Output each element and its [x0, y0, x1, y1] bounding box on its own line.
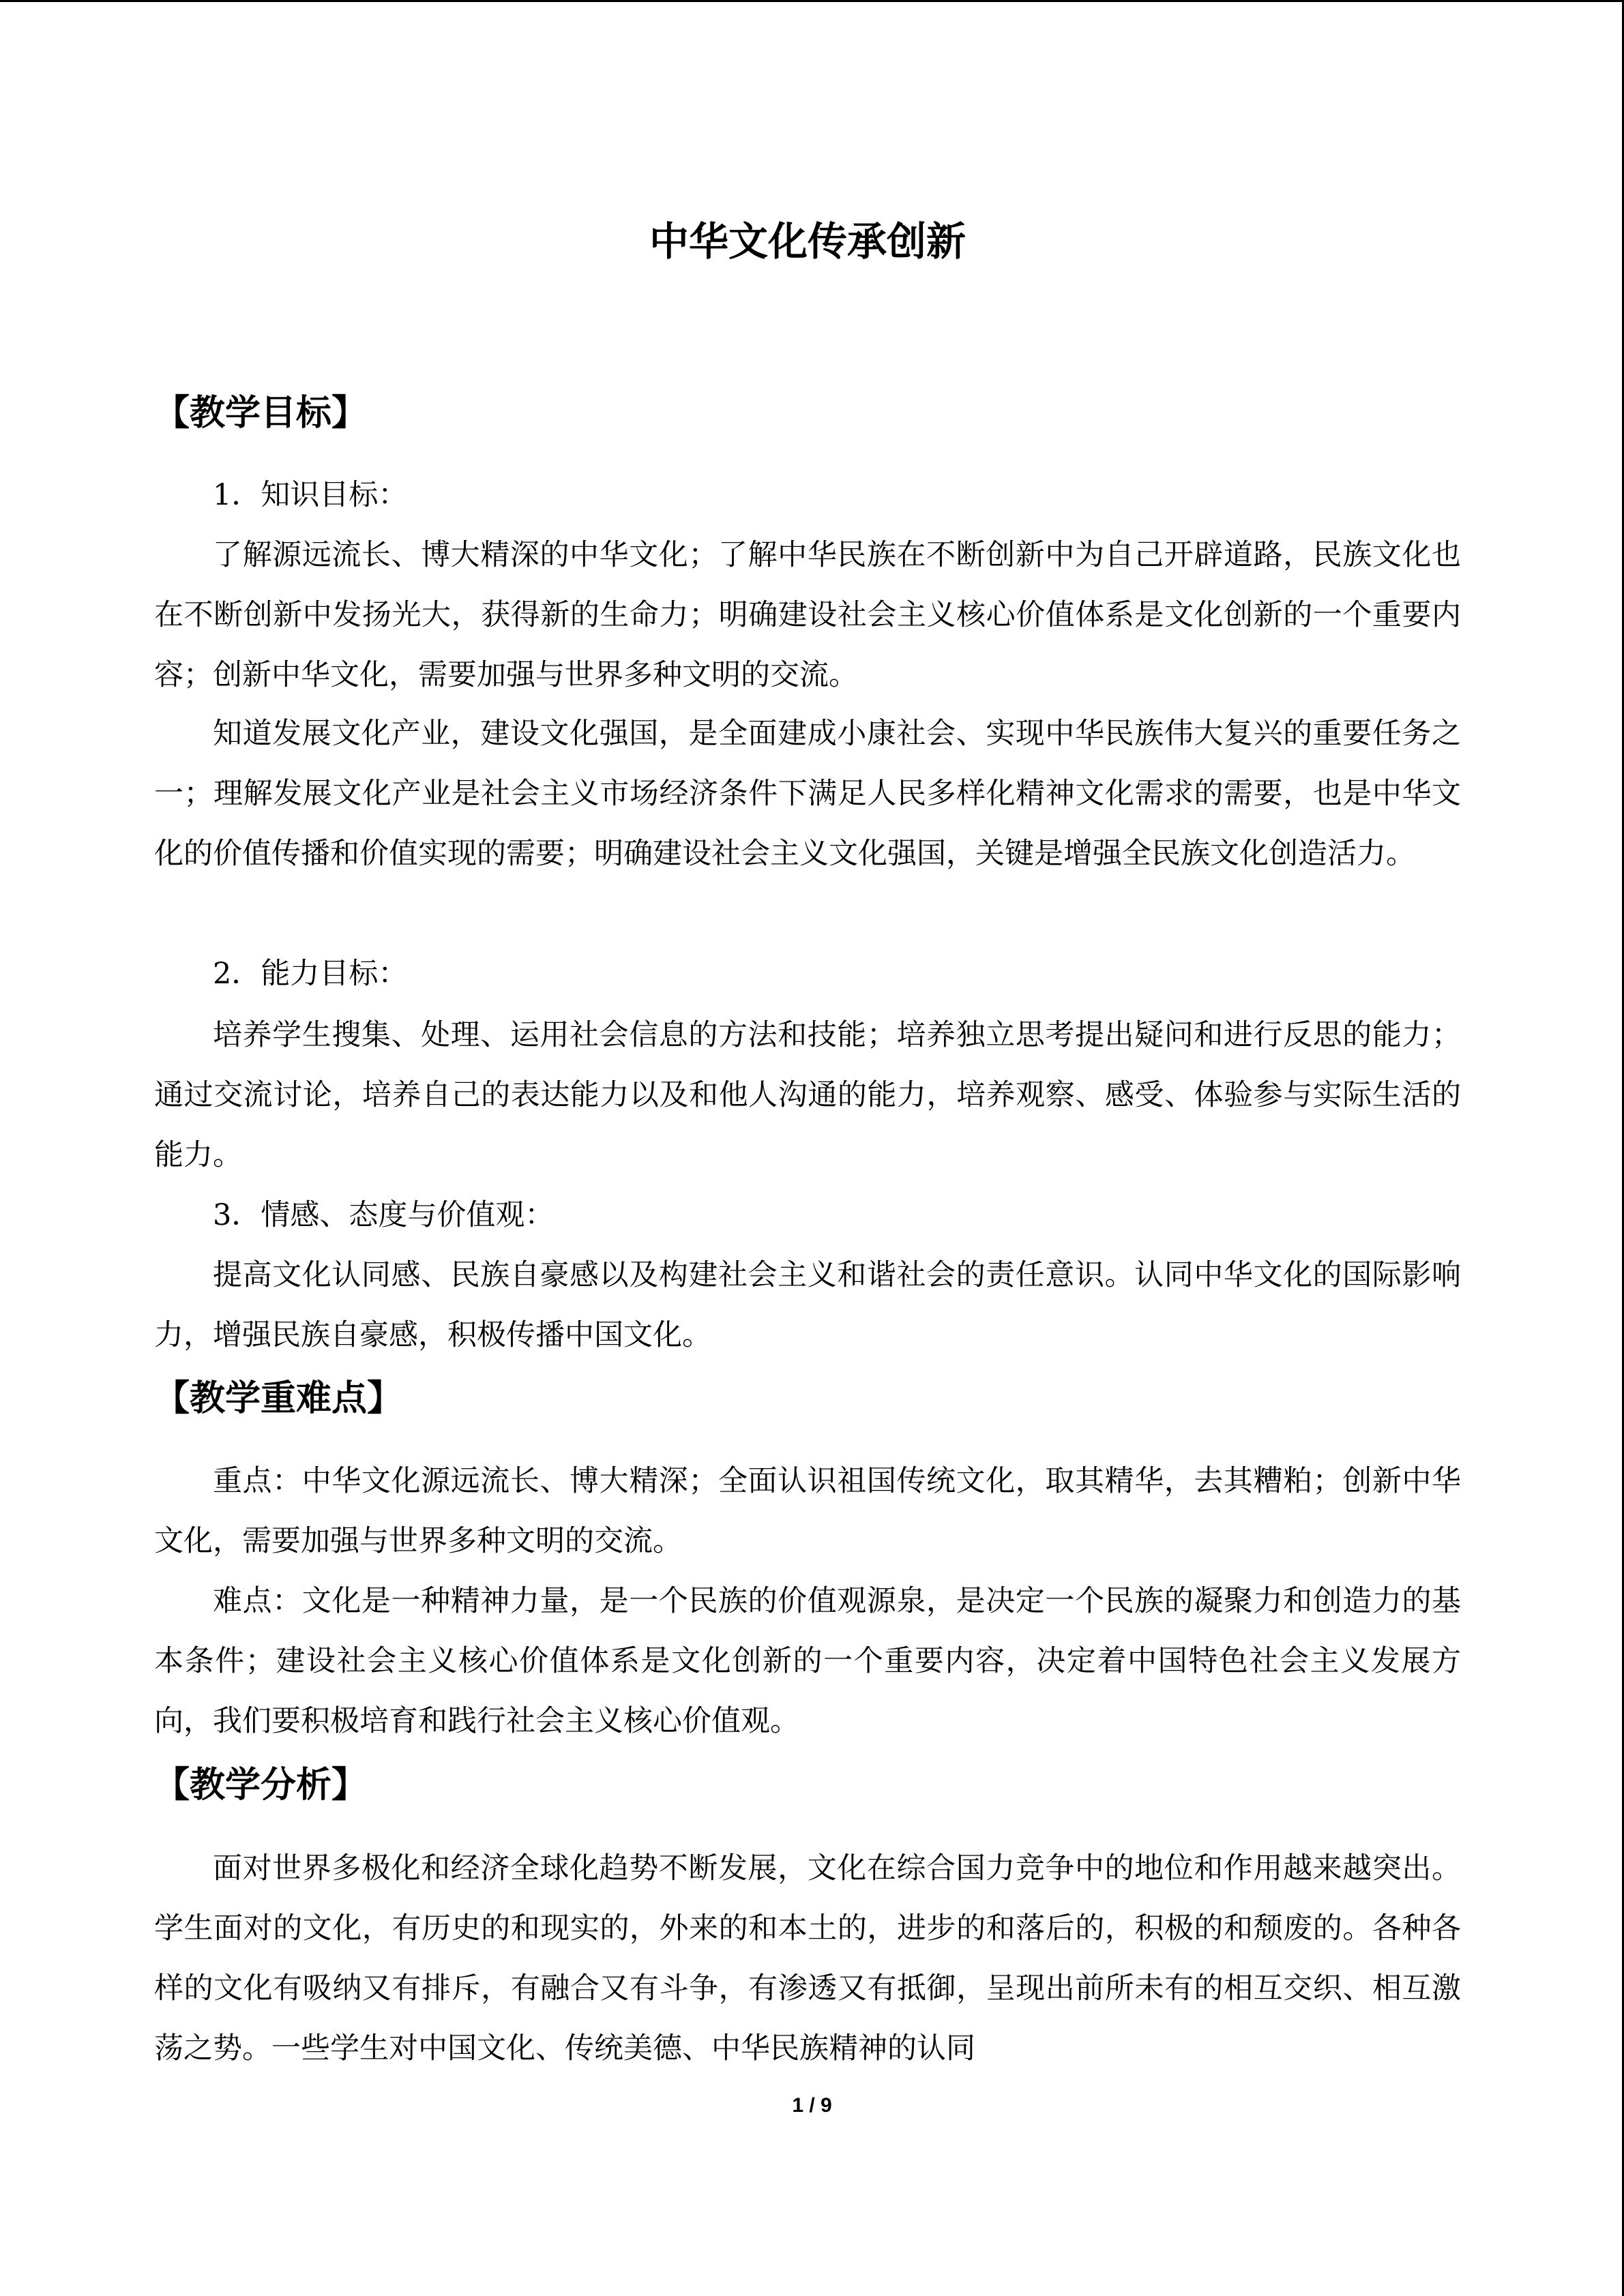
key-point-paragraph: 重点：中华文化源远流长、博大精深；全面认识祖国传统文化，取其精华，去其糟粕；创新中华文化，需要加强与世界多种文明的交流。 [154, 1464, 1461, 1558]
objective-ability-paragraph: 培养学生搜集、处理、运用社会信息的方法和技能；培养独立思考提出疑问和进行反思的能力；通过交流讨论，培养自己的表达能力以及和他人沟通的能力，培养观察、感受、体验参与实际生活的能力。 [154, 1018, 1461, 1172]
objective-label-attitude: 3．情感、态度与价值观： [213, 1198, 555, 1232]
section-heading-analysis: 【教学分析】 [154, 1765, 368, 1806]
objective-attitude-paragraph: 提高文化认同感、民族自豪感以及构建社会主义和谐社会的责任意识。认同中华文化的国际影响力，增强民族自豪感，积极传播中国文化。 [154, 1258, 1461, 1352]
document-title: 中华文化传承创新 [649, 218, 966, 265]
analysis-paragraph: 面对世界多极化和经济全球化趋势不断发展，文化在综合国力竞争中的地位和作用越来越突出。学生面对的文化，有历史的和现实的，外来的和本土的，进步的和落后的，积极的和颓废的。各种各样的文化有吸纳又有排斥，有融合又有斗争，有渗透又有抵御，呈现出前所未有的相互交织、相互激荡之势。一些学生对中国文化、传统美德、中华民族精神的认同 [154, 1851, 1461, 2066]
section-heading-key-points: 【教学重难点】 [154, 1378, 403, 1419]
section-heading-objectives: 【教学目标】 [154, 393, 368, 434]
objective-label-knowledge: 1．知识目标： [213, 478, 408, 512]
page-number: 1 / 9 [792, 2094, 832, 2117]
objective-knowledge-paragraph-1: 了解源远流长、博大精深的中华文化；了解中华民族在不断创新中为自己开辟道路，民族文化也在不断创新中发扬光大，获得新的生命力；明确建设社会主义核心价值体系是文化创新的一个重要内容；创新中华文化，需要加强与世界多种文明的交流。 [154, 538, 1461, 692]
objective-knowledge-paragraph-2: 知道发展文化产业，建设文化强国，是全面建成小康社会、实现中华民族伟大复兴的重要任务之一；理解发展文化产业是社会主义市场经济条件下满足人民多样化精神文化需求的需要，也是中华文化的价值传播和价值实现的需要；明确建设社会主义文化强国，关键是增强全民族文化创造活力。 [154, 717, 1461, 871]
objective-label-ability: 2．能力目标： [213, 957, 408, 991]
difficult-point-paragraph: 难点：文化是一种精神力量，是一个民族的价值观源泉，是决定一个民族的凝聚力和创造力的基本条件；建设社会主义核心价值体系是文化创新的一个重要内容，决定着中国特色社会主义发展方向，我们要积极培育和践行社会主义核心价值观。 [154, 1584, 1461, 1738]
page-border-top [0, 0, 1624, 2]
